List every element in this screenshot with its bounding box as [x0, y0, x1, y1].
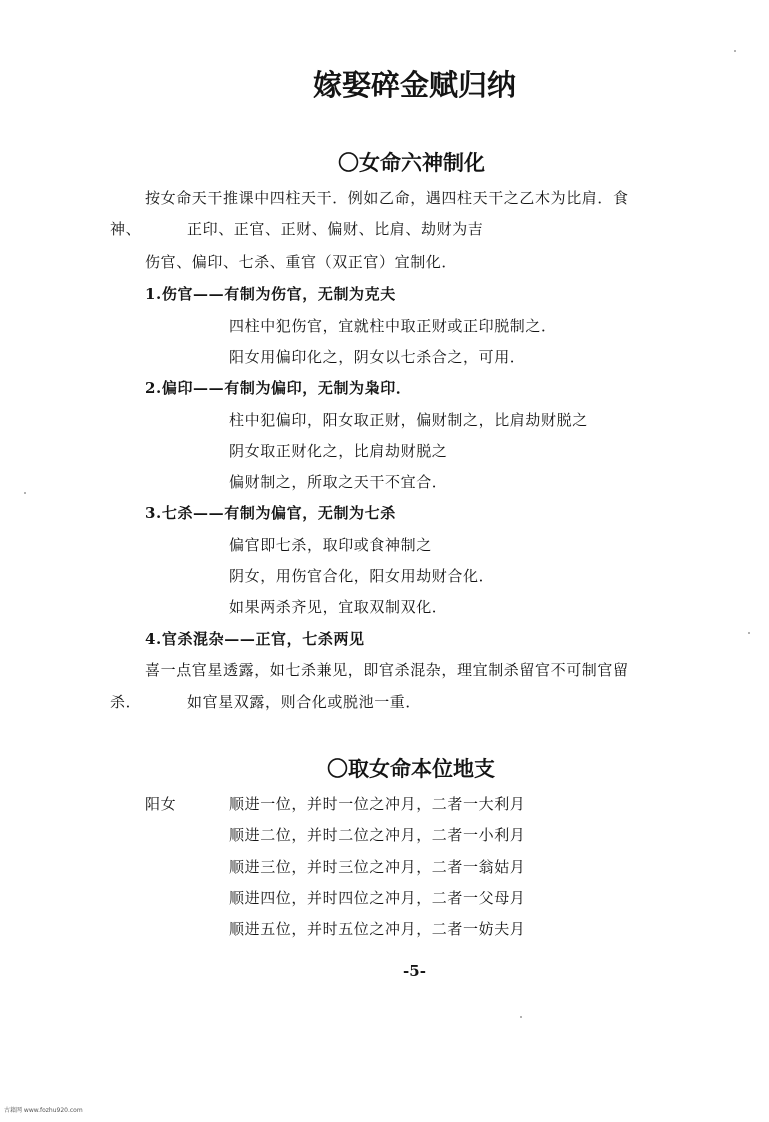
item-2-line-2: 阴女取正财化之，比肩劫财脱之: [229, 442, 448, 460]
scan-speck: [734, 50, 736, 52]
branch-row-3: 顺进三位，并时三位之冲月，二者一翁姑月: [229, 858, 526, 876]
item-3-line-2: 阴女，用伤官合化，阳女用劫财合化．: [229, 567, 495, 585]
intro-line-1: 按女命天干推课中四柱天干．例如乙命，遇四柱天干之乙木为比肩．食: [145, 189, 629, 207]
branch-row-4: 顺进四位，并时四位之冲月，二者一父母月: [229, 889, 526, 907]
item-4-head: 4.官杀混杂——正官，七杀两见: [145, 630, 365, 648]
section-heading-2: 〇取女命本位地支: [327, 757, 495, 781]
item-2-head: 2.偏印——有制为偏印，无制为枭印．: [145, 379, 412, 397]
branch-row-2: 顺进二位，并时二位之冲月，二者一小利月: [229, 826, 526, 844]
item-1-head: 1.伤官——有制为伤官，无制为克夫: [145, 285, 396, 303]
item-2-line-3: 偏财制之，所取之天干不宜合．: [229, 473, 448, 491]
scan-speck: [520, 1016, 522, 1018]
item-3-line-1: 偏官即七杀，取印或食神制之: [229, 536, 432, 554]
intro-line-3: 伤官、偏印、七杀、重官（双正官）宜制化．: [145, 253, 458, 271]
page-title: 嫁娶碎金赋归纳: [312, 68, 516, 102]
closing-line-1: 喜一点官星透露，如七杀兼见，即官杀混杂，理宜制杀留官不可制官留: [145, 661, 629, 679]
item-3-head: 3.七杀——有制为偏官，无制为七杀: [145, 504, 396, 522]
closing-line-2b: 如官星双露，则合化或脱池一重．: [187, 693, 422, 711]
closing-line-2a: 杀．: [110, 693, 142, 711]
branch-row-5: 顺进五位，并时五位之冲月，二者一妨夫月: [229, 920, 526, 938]
scan-speck: [748, 632, 750, 634]
intro-line-2b: 正印、正官、正财、偏财、比肩、劫财为吉: [187, 220, 484, 238]
branch-row-1: 顺进一位，并时一位之冲月，二者一大利月: [229, 795, 526, 813]
scan-speck: [24, 492, 26, 494]
section-heading-1: 〇女命六神制化: [338, 151, 485, 175]
item-2-line-1: 柱中犯偏印，阳女取正财，偏财制之，比肩劫财脱之: [229, 411, 588, 429]
yang-female-label: 阳女: [145, 795, 177, 813]
item-1-line-2: 阳女用偏印化之，阴女以七杀合之，可用．: [229, 348, 526, 366]
item-1-line-1: 四柱中犯伤官，宜就柱中取正财或正印脱制之．: [229, 317, 557, 335]
intro-line-2a: 神、: [110, 220, 142, 238]
page-number: -5-: [403, 962, 426, 980]
watermark: 古籍网 www.fozhu920.com: [4, 1107, 83, 1114]
item-3-line-3: 如果两杀齐见，宜取双制双化．: [229, 598, 448, 616]
